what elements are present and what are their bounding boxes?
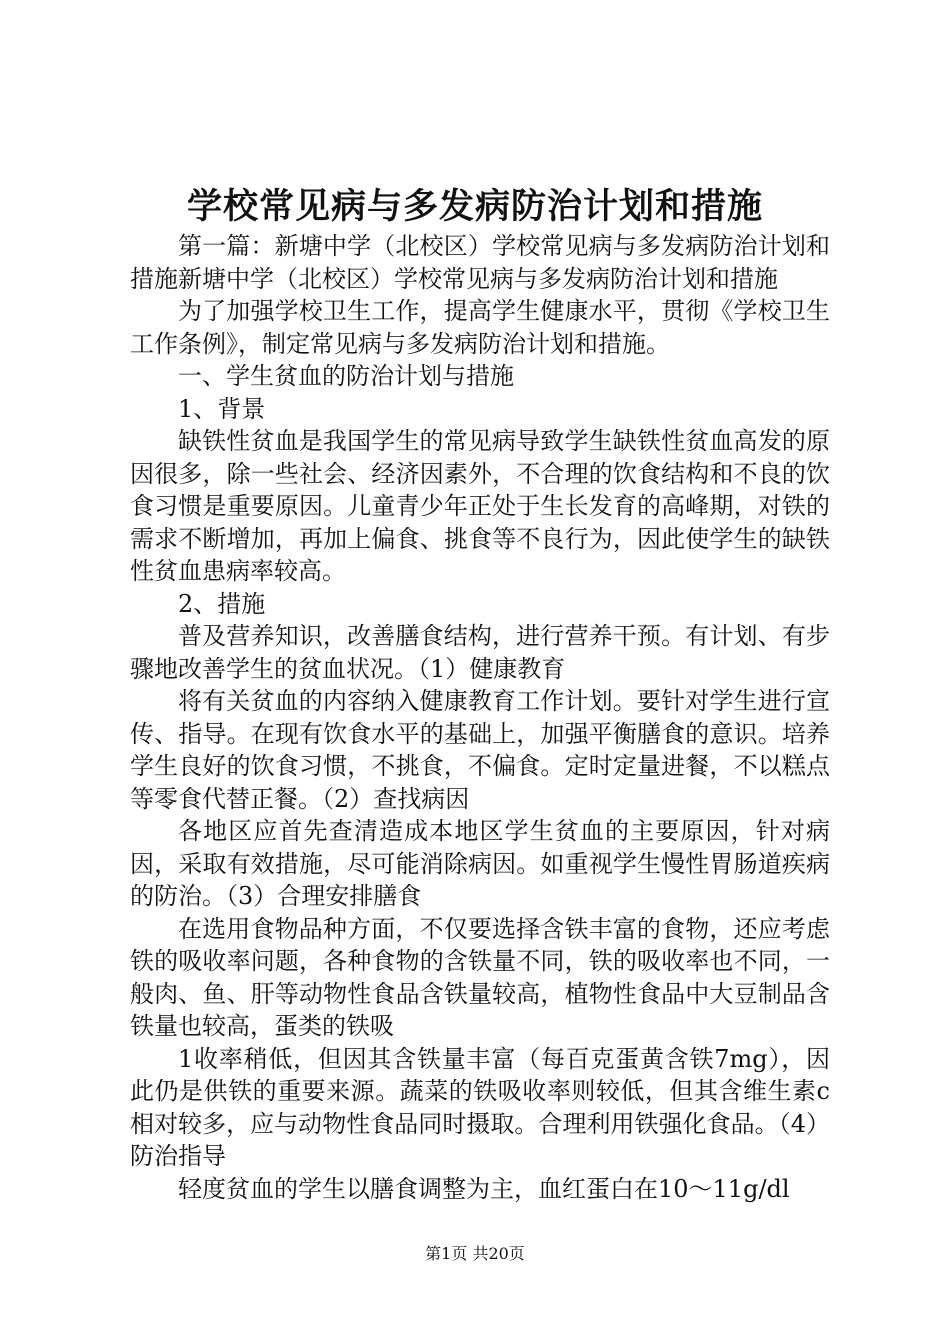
paragraph-measures: 普及营养知识，改善膳食结构，进行营养干预。有计划、有步骤地改善学生的贫血状况。（1）健康教育 <box>130 622 830 683</box>
paragraph-diet-arrangement: 在选用食物品种方面，不仅要选择含铁丰富的食物，还应考虑铁的吸收率问题，各种食物的含铁量不同，铁的吸收率也不同，一般肉、鱼、肝等动物性食品含铁量较高，植物性食品中大豆制品含铁量也较高，蛋类的铁吸 <box>130 914 830 1040</box>
paragraph-mild-anemia: 轻度贫血的学生以膳食调整为主，血红蛋白在10～11g/dl <box>178 1174 790 1203</box>
document-title: 学校常见病与多发病防治计划和措施 <box>186 186 763 227</box>
paragraph-find-causes: 各地区应首先查清造成本地区学生贫血的主要原因，针对病因，采取有效措施，尽可能消除病因。如重视学生慢性胃肠道疾病的防治。（3）合理安排膳食 <box>130 817 830 910</box>
page-number-footer: 第1页 共20页 <box>425 1244 525 1263</box>
paragraph-purpose: 为了加强学校卫生工作，提高学生健康水平，贯彻《学校卫生工作条例》，制定常见病与多发病防治计划和措施。 <box>130 297 830 358</box>
paragraph-iron-absorption: 1收率稍低，但因其含铁量丰富（每百克蛋黄含铁7mg），因此仍是供铁的重要来源。蔬菜的铁吸收率则较低，但其含维生素c相对较多，应与动物性食品同时摄取。合理利用铁强化食品。（4）防治指导 <box>130 1044 830 1170</box>
document-body <box>130 230 830 1205</box>
paragraph-health-education: 将有关贫血的内容纳入健康教育工作计划。要针对学生进行宣传、指导。在现有饮食水平的基础上，加强平衡膳食的意识。培养学生良好的饮食习惯，不挑食，不偏食。定时定量进餐，不以糕点等零食代替正餐。（2）查找病因 <box>130 687 830 813</box>
paragraph-intro-heading: 第一篇：新塘中学（北校区）学校常见病与多发病防治计划和措施新塘中学（北校区）学校常见病与多发病防治计划和措施 <box>130 232 830 293</box>
subsection-heading-measures: 2、措施 <box>178 589 266 618</box>
subsection-heading-background: 1、背景 <box>178 394 266 423</box>
paragraph-background: 缺铁性贫血是我国学生的常见病导致学生缺铁性贫血高发的原因很多，除一些社会、经济因素外，不合理的饮食结构和不良的饮食习惯是重要原因。儿童青少年正处于生长发育的高峰期，对铁的需求不断增加，再加上偏食、挑食等不良行为，因此使学生的缺铁性贫血患病率较高。 <box>130 427 830 585</box>
section-heading-anemia: 一、学生贫血的防治计划与措施 <box>178 362 514 390</box>
